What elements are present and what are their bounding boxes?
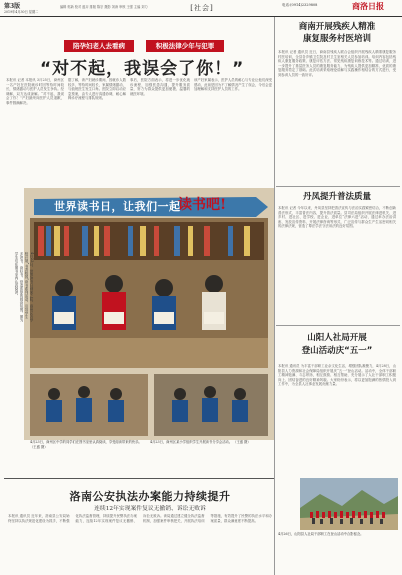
reading-vertical-caption: 4月23日，世界读书日到来之际，商州区各学校开展“书香校园”读书系列活动，引导学生多读书、读好书，营造浓厚的阅读氛围。图为学生们在图书室内认真阅读。 bbox=[15, 252, 34, 322]
lead-kicker-left: 陪孕妇老人去看病 bbox=[64, 40, 134, 52]
mountain-group-photo bbox=[300, 478, 398, 530]
reading-caption-2: 4月23日，商州区某小学组织学生开展读书分享会活动。 （王盛 摄） bbox=[150, 440, 251, 444]
lead-body-col1: 本报讯 记者 本报讯 3月25日，商州区一名产妇在医院就诊时因等待时间较长，情绪激动与医护人员发生争执。经调解，双方达成谅解。“对不起，我误会了你！”产妇最终向医护人员道歉，事件圆满解决。 bbox=[6, 78, 64, 105]
newspaper-logo: 商洛日报 bbox=[352, 1, 384, 11]
edition-label: 第3版 bbox=[4, 3, 21, 10]
right-top-body: 本报讯 记者 通讯员 近日，商南县残疾人联合会组织开展残疾人精准康复服务村医培训，全县各乡镇卫生院及村卫生室相关人员参加培训。培训内容包括残疾人康复服务政策、康复评估方法、常见残疾康复训练技术等。通过培训，进一步提升了基层医务人员的康复服务能力，为残疾人提供更加精准、优质的康复服务奠定了基础。此次培训采取理论讲解与实践操作相结合的方式进行，受到参训人员的一致好评。 bbox=[278, 50, 396, 77]
section-label: [社会] bbox=[190, 4, 214, 12]
right-top-headline-1: 商南开展残疾人精准 bbox=[298, 22, 376, 32]
banner-text-1: 世界读书日，让我们一起 bbox=[54, 200, 181, 213]
bottom-subheadline: 连续12年实现案件复议无撤销、诉讼无败诉 bbox=[94, 506, 206, 512]
right-mid-headline: 丹凤提升普法质量 bbox=[302, 192, 371, 202]
reading-caption-1: 4月23日，商州区中学的同学们在图书室里认真阅读，享受阅读带来的快乐。 （王盛 摄） bbox=[30, 440, 142, 449]
right-bottom-headline-2: 登山活动庆“五一” bbox=[301, 346, 373, 356]
lead-body-col3: 事后，医院方面表示，将进一步优化就诊流程，加强医患沟通，提升服务质量，努力为群众提供更加便捷、温馨的就医环境。 bbox=[130, 78, 190, 96]
contact-phone: 电话:(0914)2329808 bbox=[282, 3, 318, 7]
column-divider bbox=[274, 17, 275, 575]
reading-collage bbox=[24, 188, 274, 440]
right-divider-1 bbox=[276, 186, 400, 187]
lead-body-col2: 据了解，该产妇就诊期间，因就诊人数较多，等待时间较长，家属情绪激动，与值班医生发生口角。医院立即启动应急预案，由专人进行沟通协调，耐心解释诊疗流程与排队规则。 bbox=[68, 78, 126, 101]
bottom-divider bbox=[4, 478, 274, 479]
banner-text-2: 读书吧! bbox=[178, 197, 227, 213]
right-mid-body: 本报讯 记者 今年以来，丹凤县坚持把普法宣传与法治实践紧密结合，不断创新普法形式，丰富普法内容，提升普法质量。县司法局组织开展法律进机关、进乡村、进社区、进学校、进企业、进单位“法律六进”活动，通过举办法治讲座、发放宣传资料、开展法律咨询等形式，广泛宣传与群众生产生活密切相关的法律法规，营造了尊法学法守法用法的良好氛围。 bbox=[278, 206, 396, 229]
right-bottom-headline-1: 山阳人社局开展 bbox=[307, 333, 367, 343]
right-top-headline-2: 康复服务村医培训 bbox=[302, 34, 371, 44]
right-divider-2 bbox=[276, 325, 400, 326]
issue-date: 2019年4月30日 星期二 bbox=[4, 10, 39, 14]
right-bottom-body: 本报讯 通讯员 为丰富干部职工业余文化生活，增强团队凝聚力，4月28日，山阳县人力资源和社会保障局组织开展庆“五一”登山活动。活动中，全体干部职工精神饱满、斗志昂扬，相互鼓励、相互帮助，充分展示了人社干部职工积极向上、团结奋进的良好精神风貌。大家纷纷表示，将以更加饱满的热情投入到工作中，为全县人社事业发展贡献力量。 bbox=[278, 364, 396, 387]
header-divider bbox=[0, 16, 402, 17]
editor-credits: 编辑 郭新 校对 盛卉 排版 陈宗 摄影 刘涛 审核 王强 主编 刘力 bbox=[60, 5, 148, 9]
lead-body-col4: 该产妇家属表示，医护人员的耐心与专业让他们深受感动，此前是因为不了解情况产生了误会，今后会更加理解和支持医护人员的工作。 bbox=[194, 78, 272, 92]
reading-banner bbox=[26, 196, 276, 218]
lead-kicker-right: 积极法律少年与犯罪 bbox=[146, 40, 224, 52]
mountain-photo-caption: 4月26日，山阳县人社局干部职工在登山活动中合影留念。 bbox=[278, 532, 364, 536]
lead-headline: “对不起，我误会了你！” bbox=[40, 59, 245, 79]
bottom-headline: 洛南公安执法办案能力持续提升 bbox=[69, 490, 231, 503]
bottom-body: 本报讯 通讯员 近年来，洛南县公安局始终坚持以执法规范化建设为抓手，不断强化执法监督管理，持续提升民警执法办案能力，连续12年实现案件复议无撤销、诉讼无败诉。该局通过建立健全执法监督机制，加强案件审核把关，开展执法培训等措施，有效提升了民警的执法水平和办案质量，群众满意度不断提高。 bbox=[8, 514, 272, 523]
